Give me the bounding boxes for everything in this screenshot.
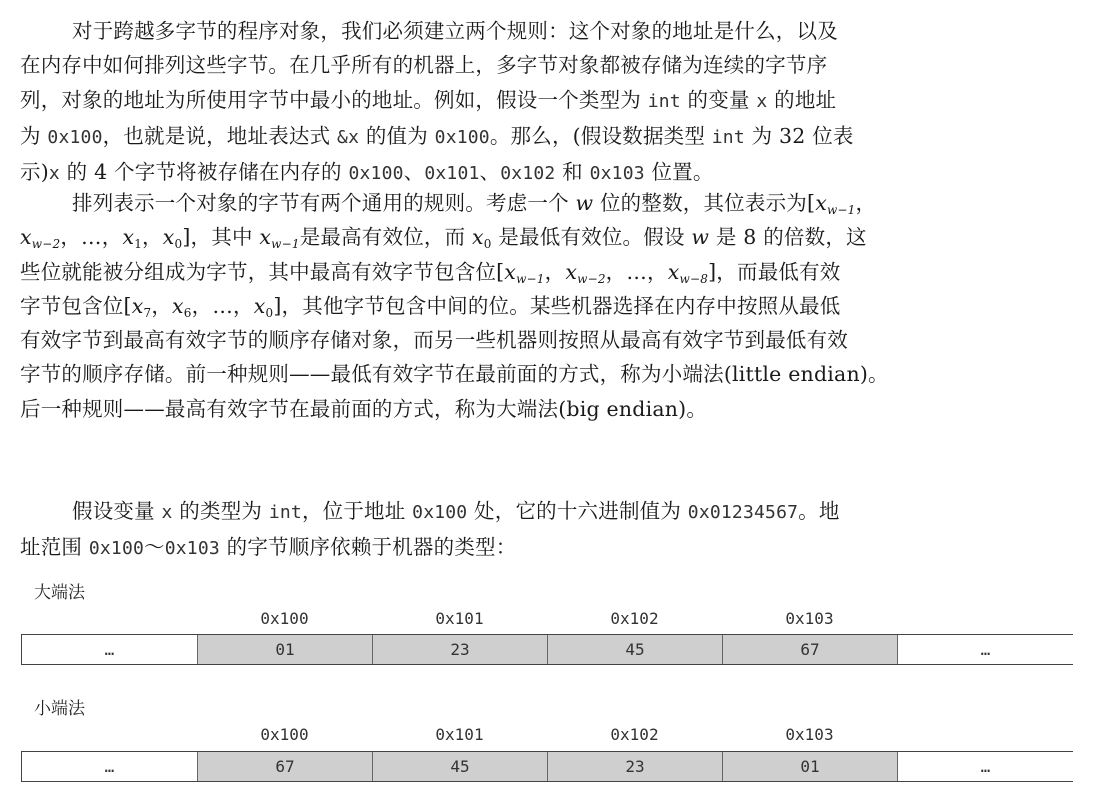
text-line xyxy=(20,83,1082,119)
memory-byte-cell: 45 xyxy=(373,752,548,781)
text-span: 列，对象的地址为所使用字节中最小的地址。例如，假设一个类型为 xyxy=(20,87,648,112)
big-endian-label: 大端法 xyxy=(34,583,85,603)
text-span: 的地址 xyxy=(767,87,837,112)
term-little-endian: 小端法 xyxy=(661,362,724,387)
text-span: ，…， xyxy=(60,225,123,250)
code-span: 0x102 xyxy=(500,163,556,185)
text-span: (big endian)。 xyxy=(558,396,708,421)
text-span: 。那么，(假设数据类型 xyxy=(489,123,712,148)
math-var: x xyxy=(253,293,266,318)
memory-byte-cell: 01 xyxy=(198,635,373,664)
text-span: 字节包含位[ xyxy=(20,293,132,318)
math-var: x xyxy=(667,259,680,284)
little-endian-memory-row xyxy=(21,751,1073,782)
text-span: 些位就能被分组成为字节，其中最高有效字节包含位[ xyxy=(20,259,505,284)
math-subscript: w−2 xyxy=(31,237,61,252)
memory-cell-ellipsis: … xyxy=(898,752,1073,781)
text-span: 位的整数，其位表示为[ xyxy=(593,191,816,215)
text-span: ，…， xyxy=(605,259,668,284)
text-span: 是最高有效位，而 xyxy=(299,225,473,250)
text-span: 的类型为 xyxy=(172,499,269,523)
term-big-endian: 大端法 xyxy=(496,396,559,421)
code-span: x xyxy=(48,163,60,185)
memory-byte-cell: 45 xyxy=(548,635,723,664)
paragraph-multibyte-rules xyxy=(20,14,1082,191)
code-span: int xyxy=(711,126,745,148)
text-line xyxy=(20,289,1082,323)
math-var: x xyxy=(131,293,144,318)
paragraph-byte-ordering xyxy=(20,186,1082,426)
big-endian-memory-row xyxy=(21,634,1073,665)
text-span: 后一种规则——最高有效字节在最前面的方式，称为 xyxy=(20,396,497,421)
math-subscript: 6 xyxy=(183,305,192,320)
memory-byte-cell: 67 xyxy=(723,635,898,664)
code-span: x xyxy=(756,90,768,112)
text-span: 示) xyxy=(20,160,49,185)
code-span: 0x100 xyxy=(348,163,404,185)
text-span: ， xyxy=(544,259,566,284)
address-label: 0x101 xyxy=(435,725,484,744)
math-var: x xyxy=(565,259,578,284)
little-endian-label: 小端法 xyxy=(34,699,85,719)
math-var: x xyxy=(259,225,272,250)
address-label: 0x102 xyxy=(610,725,659,744)
memory-byte-cell: 67 xyxy=(198,752,373,781)
text-line: 有效字节到最高有效字节的顺序存储对象，而另一些机器则按照从最高有效字节到最低有效 xyxy=(20,328,848,353)
text-span: 的值为 xyxy=(359,123,435,148)
text-span: 处，它的十六进制值为 xyxy=(467,499,688,523)
text-span: ， xyxy=(142,225,163,250)
math-subscript: w−1 xyxy=(516,271,545,286)
text-span: 位置。 xyxy=(644,160,714,185)
math-subscript: 0 xyxy=(174,237,183,252)
math-subscript: 0 xyxy=(265,305,274,320)
math-subscript: w−2 xyxy=(577,271,606,286)
text-span: 的 4 个字节将被存储在内存的 xyxy=(59,160,349,185)
paragraph-example xyxy=(20,494,1082,567)
text-line xyxy=(20,357,1082,391)
text-span: 和 xyxy=(555,160,590,185)
math-var: x xyxy=(815,191,827,215)
address-label: 0x103 xyxy=(785,725,834,744)
text-span: (little endian)。 xyxy=(723,362,889,387)
math-var: w xyxy=(575,191,594,215)
text-span: 是最低有效位。假设 xyxy=(491,225,692,250)
text-line xyxy=(20,255,1082,289)
memory-byte-cell: 01 xyxy=(723,752,898,781)
code-span: &x xyxy=(337,126,360,148)
math-subscript: w−1 xyxy=(271,237,300,252)
text-span: 。地 xyxy=(798,499,840,523)
math-var: x xyxy=(122,225,135,250)
math-var: w xyxy=(691,225,710,250)
text-span: 的字节顺序依赖于机器的类型： xyxy=(219,535,517,560)
code-span: 0x01234567 xyxy=(687,502,799,523)
text-span: ]，其中 xyxy=(182,225,260,250)
math-var: x xyxy=(472,225,484,250)
text-span: 、 xyxy=(479,160,501,185)
address-label: 0x101 xyxy=(435,609,484,628)
memory-byte-cell: 23 xyxy=(548,752,723,781)
text-span: ，也就是说，地址表达式 xyxy=(102,123,338,148)
code-span: 0x100 xyxy=(47,126,103,148)
text-span: 字节的顺序存储。前一种规则——最低有效字节在最前面的方式，称为 xyxy=(20,362,662,387)
text-span: 为 xyxy=(20,123,48,148)
math-var: x xyxy=(162,225,175,250)
address-label: 0x100 xyxy=(260,725,309,744)
math-subscript: 1 xyxy=(134,237,143,252)
code-span: 0x100 xyxy=(434,126,490,148)
text-span: 排列表示一个对象的字节有两个通用的规则。考虑一个 xyxy=(72,191,576,215)
math-subscript: 0 xyxy=(483,237,492,252)
code-span: int xyxy=(647,90,681,112)
code-span: 0x103 xyxy=(589,163,645,185)
math-subscript: 7 xyxy=(143,305,152,320)
code-span: 0x100 xyxy=(88,538,145,560)
math-subscript: w−8 xyxy=(679,271,709,286)
memory-cell-ellipsis: … xyxy=(22,635,198,664)
text-line xyxy=(20,530,1082,566)
text-span: 、 xyxy=(403,160,425,185)
text-span: ]，而最低有效 xyxy=(708,259,841,284)
math-var: x xyxy=(20,225,32,250)
code-span: int xyxy=(268,502,302,523)
code-span: 0x100 xyxy=(412,502,468,523)
text-span: 为 32 位表 xyxy=(744,123,854,148)
code-span: x xyxy=(161,502,173,523)
code-span: 0x101 xyxy=(424,163,480,185)
text-span: ～ xyxy=(144,535,165,560)
text-span: 址范围 xyxy=(20,535,89,560)
memory-cell-ellipsis: … xyxy=(898,635,1073,664)
address-label: 0x103 xyxy=(785,609,834,628)
address-label: 0x102 xyxy=(610,609,659,628)
text-span: ， xyxy=(151,293,173,318)
math-var: x xyxy=(504,259,517,284)
text-span: ，…， xyxy=(191,293,254,318)
code-span: 0x103 xyxy=(164,538,220,560)
text-span: ，位于地址 xyxy=(301,499,413,523)
text-span: ]，其他字节包含中间的位。某些机器选择在内存中按照从最低 xyxy=(273,293,841,318)
text-line xyxy=(20,392,1082,426)
text-span: 假设变量 xyxy=(72,499,162,523)
text-line: 对于跨越多字节的程序对象，我们必须建立两个规则：这个对象的地址是什么，以及 xyxy=(72,19,838,43)
text-span: 的变量 xyxy=(680,87,757,112)
math-var: x xyxy=(172,293,184,318)
text-span: 是 8 的倍数，这 xyxy=(709,225,867,250)
memory-byte-cell: 23 xyxy=(373,635,548,664)
math-subscript: w−1 xyxy=(826,203,856,217)
text-line xyxy=(20,494,1082,530)
text-span: ， xyxy=(855,191,877,215)
address-label: 0x100 xyxy=(260,609,309,628)
text-line xyxy=(20,220,1082,254)
memory-cell-ellipsis: … xyxy=(22,752,198,781)
text-line xyxy=(20,186,1082,220)
text-line xyxy=(20,119,1082,155)
text-line: 在内存中如何排列这些字节。在几乎所有的机器上，多字节对象都被存储为连续的字节序 xyxy=(20,53,828,78)
